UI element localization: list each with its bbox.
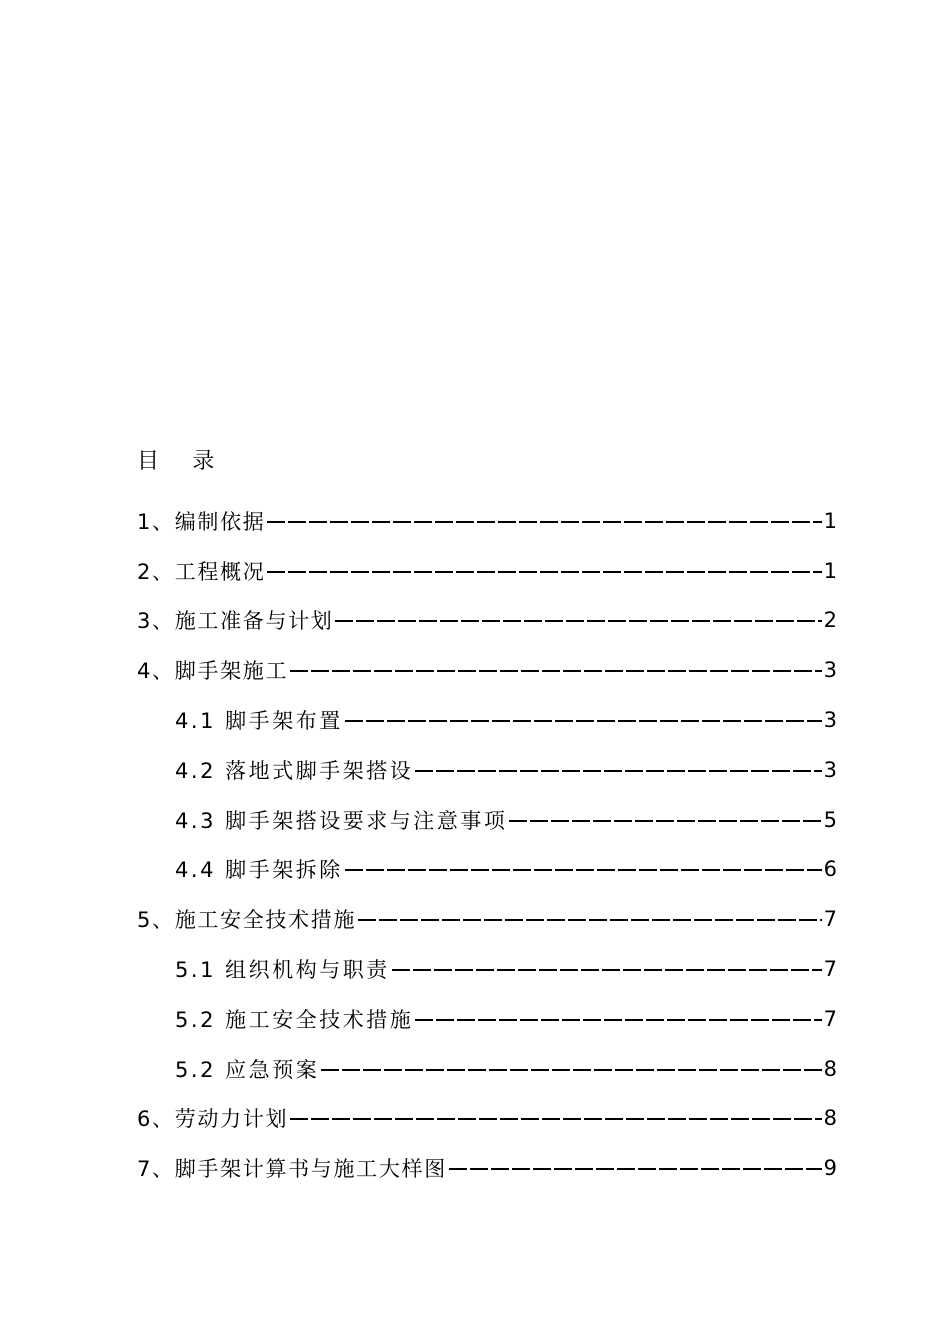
toc-entry-label: 5.2 施工安全技术措施 [175,1007,414,1032]
toc-entry-page: 8 [823,1056,837,1081]
toc-entry-label: 4.4 脚手架拆除 [175,858,343,883]
toc-leader-line [392,969,822,971]
toc-entry-page: 1 [823,558,837,583]
toc-entry-label: 5.2 应急预案 [175,1057,320,1082]
toc-list [137,496,837,1193]
toc-entry[interactable] [137,1143,837,1193]
toc-leader-line [345,869,822,871]
toc-entry[interactable] [137,546,837,596]
toc-subentry[interactable] [137,795,837,845]
toc-leader-line [415,770,821,772]
toc-leader-line [415,1019,821,1021]
toc-entry-label: 5.1 组织机构与职责 [175,958,390,983]
toc-entry-label: 5、施工安全技术措施 [137,908,357,933]
toc-entry-label: 3、施工准备与计划 [137,609,334,634]
toc-entry-label: 4、脚手架施工 [137,659,289,684]
toc-entry-label: 7、脚手架计算书与施工大样图 [137,1157,447,1182]
toc-entry-label: 2、工程概况 [137,559,266,584]
toc-entry-page: 5 [823,807,837,832]
toc-entry-page: 2 [823,608,837,633]
toc-entry-page: 7 [823,1006,837,1031]
toc-entry-label: 6、劳动力计划 [137,1107,289,1132]
toc-subentry[interactable] [137,1044,837,1094]
toc-entry-page: 7 [823,957,837,982]
toc-leader-line [335,620,821,622]
toc-subentry[interactable] [137,944,837,994]
toc-entry-page: 3 [823,658,837,683]
toc-entry-label: 1、编制依据 [137,509,266,534]
toc-leader-line [267,571,821,573]
toc-entry-page: 9 [823,1156,837,1181]
toc-entry-label: 4.1 脚手架布置 [175,709,343,734]
toc-entry-label: 4.2 落地式脚手架搭设 [175,758,414,783]
toc-leader-line [321,1069,821,1071]
toc-leader-line [345,720,822,722]
toc-subentry[interactable] [137,994,837,1044]
toc-entry-page: 8 [823,1106,837,1131]
toc-leader-line [509,820,821,822]
toc-entry-page: 6 [823,857,837,882]
toc-entry-page: 7 [823,907,837,932]
toc-entry[interactable] [137,496,837,546]
toc-leader-line [449,1168,822,1170]
toc-subentry[interactable] [137,695,837,745]
toc-entry[interactable] [137,894,837,944]
toc-entry[interactable] [137,645,837,695]
toc-leader-line [290,1118,822,1120]
toc-title: 目 录 [137,449,228,474]
toc-entry-page: 3 [823,757,837,782]
toc-leader-line [290,670,822,672]
toc-entry[interactable] [137,1094,837,1144]
toc-entry-page: 1 [823,508,837,533]
toc-leader-line [358,919,821,921]
toc-entry[interactable] [137,596,837,646]
toc-entry-page: 3 [823,708,837,733]
toc-subentry[interactable] [137,745,837,795]
toc-subentry[interactable] [137,845,837,895]
toc-leader-line [267,521,821,523]
toc-entry-label: 4.3 脚手架搭设要求与注意事项 [175,808,508,833]
